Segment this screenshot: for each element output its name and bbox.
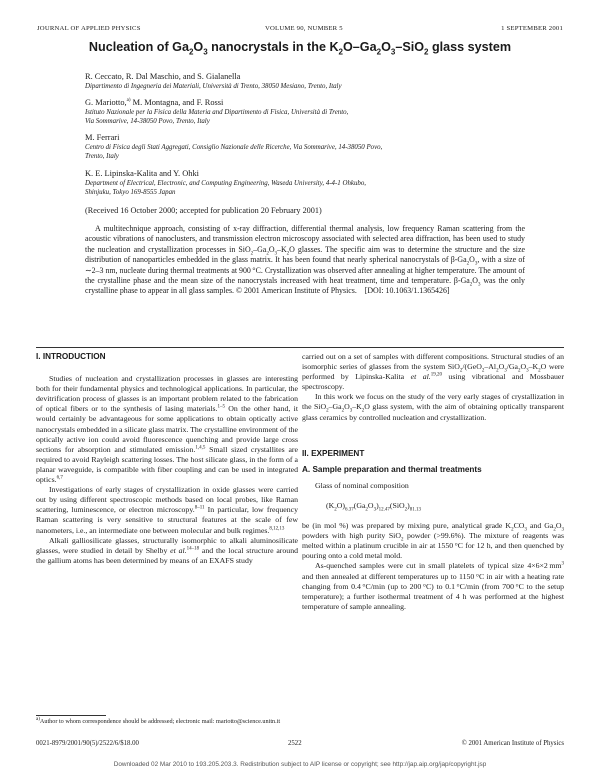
institution: Istituto Nazionale per la Fisica della Materia and Dipartimento di Fisica, Università di Trento, [85,109,349,116]
author-names: K. E. Lipinska-Kalita and Y. Ohki [85,169,199,178]
author-group-4 [85,169,545,197]
abstract-divider [36,347,564,348]
paragraph: carried out on a set of samples with different compositions. Structural studies of an isomorphic series of glasses from the system $SiO_2/(GeO_2-Al_2O_3/Ga_2O_3-K_2O$ were performed by Lipinska-Kalita et al.$^{19,20}$ using vibrational and Mossbauer spectroscopy. [302,352,564,392]
journal-name: JOURNAL OF APPLIED PHYSICS [37,25,141,32]
author-group-2 [85,98,545,126]
download-notice: Downloaded 02 Mar 2010 to 193.205.203.3. Redistribution subject to AIP license or copyright; see http://jap.aip.org/jap/copyright.jsp [113,761,487,768]
right-column [302,352,564,612]
composition-formula: $(K_2O)_{6.37}(Ga_2O_3)_{12.47}(SiO_2)_{81.13}$ [326,500,422,513]
section-heading: I. INTRODUCTION [36,352,106,361]
paragraph: Studies of nucleation and crystallization processes in glasses are interesting both for their fundamental physics and technological applications. In particular, the devitrification process of glasses is an important problem related to the fabrication of optical fibers or to the synthesis of lasing materials.$^{1-5}$ On the other hand, it would certainly be advantageous for some applications to obtain optically active nanocrystals embedded in a silicate glass matrix. The crystalline environment of the optically active ion could avoid fluorescence quenching and provide large cross sections for absorption and stimulated emission.$^{1,4,5}$ Small sized crystallites are required to avoid Rayleigh scattering losses. The host silicate glass, in the form of a planar waveguide, is compatible with fiber coupling and can be used in integrated optics.$^{6,7}$ [36,374,298,485]
institution: Department of Electrical, Electronic, and Computing Engineering, Waseda University, 4-4-1 Ohkubo, [85,180,367,187]
author-group-3 [85,133,545,161]
paragraph: Glass of nominal composition [315,480,409,490]
paragraph: In this work we focus on the study of the very early stages of crystallization in the $SiO_2-Ga_2O_3-K_2O$ glass system, with the aim of obtaining optically transparent glass ceramics by controlled nucleation and crystallization. [302,392,565,422]
author-names: M. Ferrari [85,133,120,142]
issue-date: 1 SEPTEMBER 2001 [501,25,563,32]
received-dates: (Received 16 October 2000; accepted for publication 20 February 2001) [85,206,322,215]
copyright: © 2001 American Institute of Physics [461,740,564,747]
institution-address: Via Sommarive, 14-38050 Povo, Trento, Italy [85,118,210,125]
page-number: 2522 [288,740,302,747]
volume-number: VOLUME 90, NUMBER 5 [265,25,343,32]
running-header [37,25,563,35]
paragraph: Alkali galliosilicate glasses, structurally isomorphic to alkali aluminosilicate glasses, were studied in detail by Shelby et al.$^{14-18}$ and the local structure around the gallium atoms has been determined by means of an EXAFS study [36,535,298,565]
subsection-heading: A. Sample preparation and thermal treatments [302,464,482,474]
paper-title: Nucleation of $Ga_2O_3$ nanocrystals in the $K_2O-Ga_2O_3-SiO_2$ glass system [88,40,512,57]
doi-link[interactable]: [DOI: 10.1063/1.1365426] [356,286,450,296]
abstract: A multitechnique approach, consisting of x-ray diffraction, differential thermal analysis, low frequency Raman scattering from the acoustic vibrations of nanoclusters, and transmission electron microscopy associated with selected area diffraction, has been used to study the nucleation and crystallization processes in $SiO_2-Ga_2O_3-K_2O$ glasses. The specific aim was to determine the structure and the size distribution of nanoparticles embedded in the glass matrix. It has been found that nearly spherical nanocrystals of $\beta-Ga_2O_3$, with a size of ∼2–3 nm, nucleate during thermal treatments at 900 °C. Crystallization was observed after annealing at higher temperature. The amount of the crystalline phase and the mean size of the nanocrystals increased with heat treatment, time and temperature. $\beta-Ga_2O_3$ was the only crystalline phase to appear in all glass samples. © 2001 American Institute of Physics. [DOI: 10.1063/1.1365426] [85,224,526,296]
left-column [36,352,298,566]
author-group-1 [85,72,545,91]
institution: Centro di Fisica degli Stati Aggregati, Consiglio Nazionale delle Ricerche, Via Sommarive, 14-38050 Povo, [85,144,383,151]
institution-address: Shinjuku, Tokyo 169-8555 Japan [85,189,176,196]
institution: Dipartimento di Ingegneria dei Materiali, Università di Trento, 38050 Mesiano, Trento, Italy [85,83,342,90]
author-names: R. Ceccato, R. Dal Maschio, and S. Gialanella [85,72,241,81]
paragraph: be (in mol %) was prepared by mixing pure, analytical grade $K_2CO_3$ and $Ga_2O_3$ powders with high purity SiO$_2$ powder (>99.6%). The mixture of reagents was melted within a platinum crucible in air at 1550 °C for 12 h, and then quenched by pouring onto a cold metal mold. [302,521,564,561]
footnote: $^{a)}$Author to whom correspondence should be addressed; electronic mail: mariotto@science.unitn.it [36,716,281,725]
paragraph: Investigations of early stages of crystallization in oxide glasses were carried out by using different spectroscopic methods based on local probes, like Raman scattering, luminescence, or electron microscopy.$^{8-11}$ In particular, low frequency Raman scattering is very sensitive to structural features at the scale of few nanometers, i.e., an intermediate one between molecular and bulk regimes.$^{8,12,13}$ [36,485,298,535]
journal-code: 0021-8979/2001/90(5)/2522/6/$18.00 [36,740,139,747]
paragraph: As-quenched samples were cut in small platelets of typical size 4×6×2 $mm^3$ and then annealed at different temperatures up to 1150 °C in air with a heating rate changing from 0.4 °C/min (up to 200 °C) to 0.1 °C/min (from 700 °C to the setup temperature); a further isothermal treatment of 4 h was performed at the highest temperature of sample annealing. [302,561,564,611]
author-names: G. Mariotto,$^{a)}$ M. Montagna, and F. Rossi [85,98,224,107]
institution-address: Trento, Italy [85,153,119,160]
section-heading: II. EXPERIMENT [302,448,365,458]
footnote-divider [36,715,106,716]
